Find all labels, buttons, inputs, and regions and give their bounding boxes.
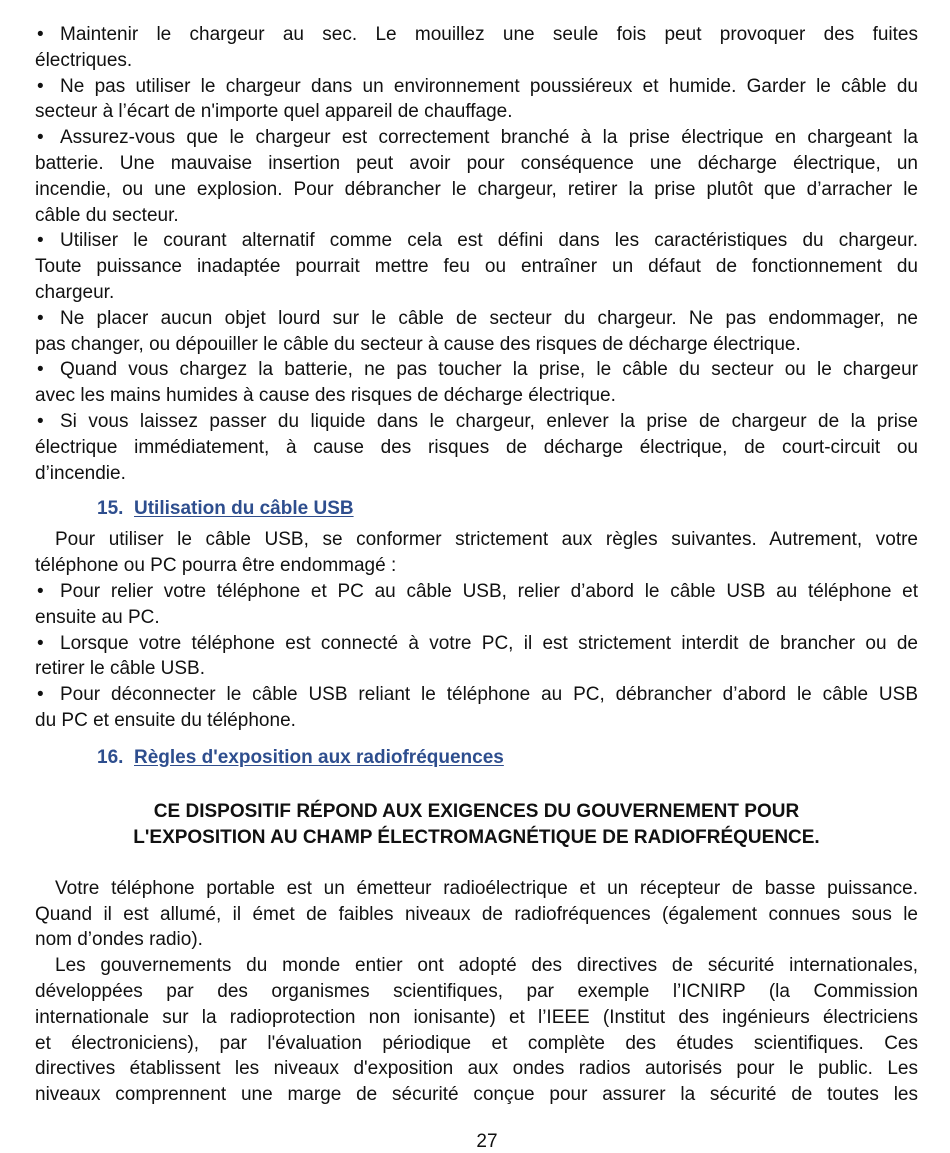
text-line — [35, 22, 918, 48]
text-line: Toute puissance inadaptée pourrait mettre feu ou entraîner un défaut de fonctionnement du — [35, 256, 918, 278]
bullet-marker: • — [37, 410, 44, 432]
text-line — [35, 306, 918, 332]
section-title: Utilisation du câble USB — [134, 498, 354, 520]
bullet-marker: • — [37, 632, 44, 654]
notice-line: CE DISPOSITIF RÉPOND AUX EXIGENCES DU GOUVERNEMENT POUR — [153, 800, 800, 822]
text-line — [35, 631, 918, 657]
text-line: batterie. Une mauvaise insertion peut avoir pour conséquence une décharge électrique, un — [35, 152, 918, 174]
section-title: Règles d'exposition aux radiofréquences — [134, 746, 504, 768]
text-line: Votre téléphone portable est un émetteur radioélectrique et un récepteur de basse puissance. — [55, 877, 918, 899]
text-line: directives établissent les niveaux d'exposition aux ondes radios autorisés pour le public. Les — [35, 1058, 918, 1080]
line-text: Pour relier votre téléphone et PC au câble USB, relier d’abord le câble USB au téléphone et — [60, 580, 918, 602]
section-heading — [35, 745, 918, 771]
list-item — [35, 357, 918, 409]
line-text: Ne pas utiliser le chargeur dans un environnement poussiéreux et humide. Garder le câble du — [60, 75, 918, 97]
line-text: Lorsque votre téléphone est connecté à votre PC, il est strictement interdit de brancher ou de — [60, 632, 918, 654]
text-line: électriques. — [35, 49, 133, 71]
text-line: pas changer, ou dépouiller le câble du secteur à cause des risques de décharge électrique. — [35, 333, 801, 355]
list-item — [35, 74, 918, 126]
text-line: Pour utiliser le câble USB, se conformer strictement aux règles suivantes. Autrement, votre — [55, 529, 918, 551]
text-line: secteur à l’écart de n'importe quel appareil de chauffage. — [35, 101, 513, 123]
section-number: 16. — [97, 746, 124, 768]
section-number: 15. — [97, 498, 124, 520]
text-line — [35, 357, 918, 383]
list-item — [35, 22, 918, 74]
line-text: Pour déconnecter le câble USB reliant le téléphone au PC, débrancher d’abord le câble USB — [60, 684, 918, 706]
line-text: Utiliser le courant alternatif comme cela est défini dans les caractéristiques du chargeur. — [60, 230, 918, 252]
text-line — [35, 409, 918, 435]
section-heading — [35, 496, 918, 522]
text-line: incendie, ou une explosion. Pour débrancher le chargeur, retirer la prise plutôt que d’arracher le — [35, 178, 918, 200]
compliance-notice — [35, 799, 918, 851]
line-text: Quand vous chargez la batterie, ne pas toucher la prise, le câble du secteur ou le chargeur — [60, 359, 918, 381]
list-item — [35, 125, 918, 228]
line-text: Assurez-vous que le chargeur est correctement branché à la prise électrique en chargeant la — [60, 127, 918, 149]
section-rf-exposure — [35, 745, 918, 1108]
list-item — [35, 306, 918, 358]
text-line: téléphone ou PC pourra être endommagé : — [35, 555, 397, 577]
text-line: nom d’ondes radio). — [35, 929, 203, 951]
page-content — [35, 22, 918, 1108]
bullet-marker: • — [37, 684, 44, 706]
notice-line: L'EXPOSITION AU CHAMP ÉLECTROMAGNÉTIQUE DE RADIOFRÉQUENCE. — [133, 826, 820, 848]
text-line: électrique immédiatement, à cause des risques de décharge électrique, de court-circuit ou — [35, 436, 918, 458]
text-line: câble du secteur. — [35, 204, 179, 226]
line-text: Maintenir le chargeur au sec. Le mouillez une seule fois peut provoquer des fuites — [60, 24, 918, 45]
list-item — [35, 228, 918, 305]
paragraph — [35, 876, 918, 953]
list-item — [35, 579, 918, 631]
text-line — [35, 228, 918, 254]
text-line: ensuite au PC. — [35, 606, 160, 628]
text-line: d’incendie. — [35, 462, 126, 484]
page-number: 27 — [476, 1131, 498, 1152]
list-item — [35, 409, 918, 486]
text-line: Les gouvernements du monde entier ont adopté des directives de sécurité internationales, — [55, 955, 918, 977]
bullet-marker: • — [37, 127, 44, 149]
text-line: Quand il est allumé, il émet de faibles niveaux de radiofréquences (également connues sous le — [35, 903, 918, 925]
text-line — [35, 125, 918, 151]
bullet-marker: • — [37, 359, 44, 381]
paragraph — [35, 953, 918, 1108]
section-usb-cable — [35, 496, 918, 733]
text-line: et électroniciens), par l'évaluation périodique et complète des études scientifiques. Ces — [35, 1032, 918, 1054]
bullet-marker: • — [37, 75, 44, 97]
charger-safety-list — [35, 22, 918, 486]
bullet-marker: • — [37, 307, 44, 329]
text-line — [35, 579, 918, 605]
text-line: niveaux comprennent une marge de sécurité conçue pour assurer la sécurité de toutes les — [35, 1084, 918, 1106]
line-text: Si vous laissez passer du liquide dans le chargeur, enlever la prise de chargeur de la prise — [60, 410, 918, 432]
text-line: développées par des organismes scientifiques, par exemple l’ICNIRP (la Commission — [35, 980, 918, 1002]
list-item — [35, 682, 918, 734]
list-item — [35, 631, 918, 683]
text-line: retirer le câble USB. — [35, 658, 206, 680]
text-line — [35, 74, 918, 100]
text-line: du PC et ensuite du téléphone. — [35, 709, 296, 731]
paragraph — [35, 527, 918, 579]
line-text: Ne placer aucun objet lourd sur le câble de secteur du chargeur. Ne pas endommager, ne — [60, 307, 918, 329]
text-line: avec les mains humides à cause des risques de décharge électrique. — [35, 385, 616, 407]
bullet-marker: • — [37, 230, 44, 252]
bullet-marker: • — [37, 580, 44, 602]
bullet-marker: • — [37, 24, 44, 45]
text-line: chargeur. — [35, 281, 115, 303]
text-line — [35, 682, 918, 708]
text-line: internationale sur la radioprotection non ionisante) et l’IEEE (Institut des ingénieurs électriciens — [35, 1006, 918, 1028]
